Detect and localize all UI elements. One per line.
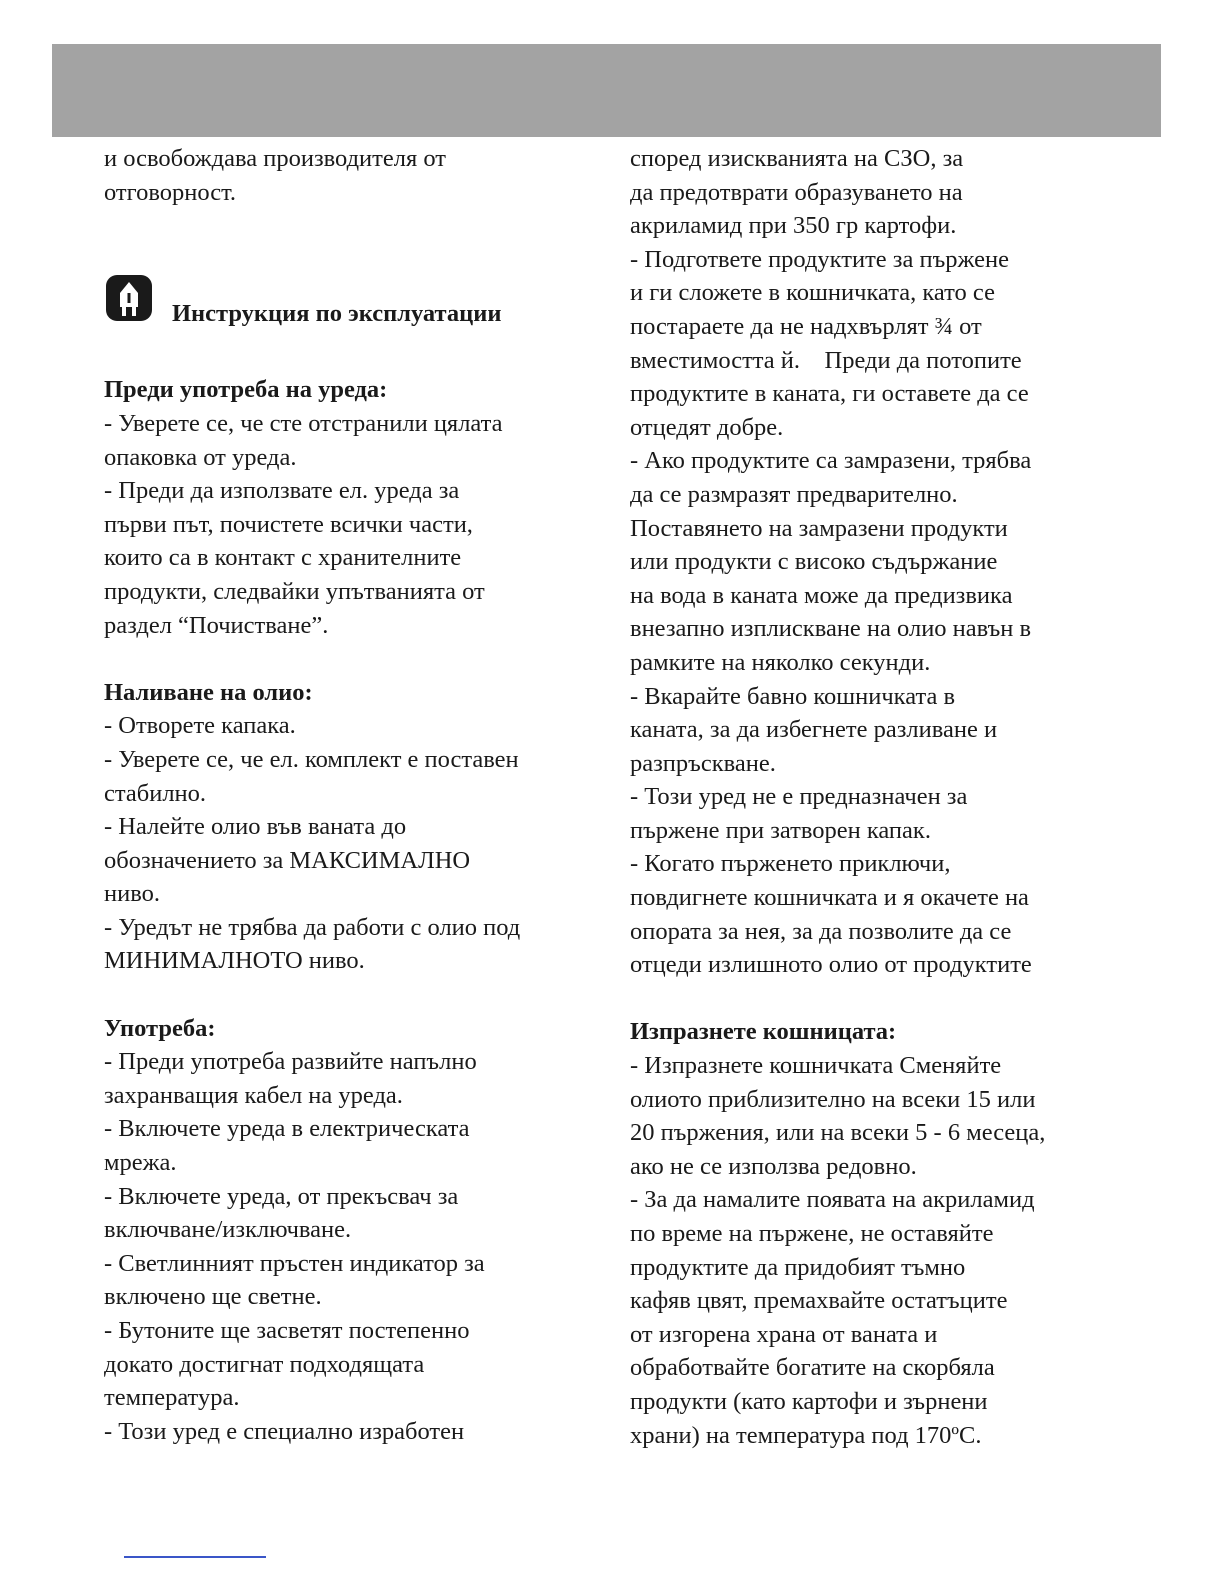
text-line: храни) на температура под 170ºC.: [630, 1421, 982, 1449]
text-line: - Преди употреба развийте напълно: [104, 1048, 477, 1076]
text-line: обозначението за МАКСИМАЛНО: [104, 846, 471, 874]
text-line: олиото приблизително на всеки 15 или: [630, 1085, 1036, 1113]
text-line: внезапно изплискване на олио навън в: [630, 615, 1032, 643]
text-line: и ги сложете в кошничката, като се: [630, 279, 995, 307]
text-line: каната, за да избегнете разливане и: [630, 716, 998, 744]
section-heading: Преди употреба на уреда:: [104, 376, 388, 404]
text-line: вместимостта й. Преди да потопите: [630, 346, 1022, 374]
text-line: отцедят добре.: [630, 413, 784, 441]
section-heading: Наливане на олио:: [104, 678, 313, 706]
section-title: Инструкция по эксплуатации: [172, 299, 502, 327]
section-header: [104, 273, 594, 340]
text-line: - Включете уреда в електрическата: [104, 1115, 470, 1143]
text-line: първи път, почистете всички части,: [104, 510, 473, 538]
text-line: на вода в каната може да предизвика: [630, 581, 1013, 609]
section-heading: Употреба:: [104, 1014, 216, 1042]
left-column: [104, 142, 594, 1448]
text-line: акриламид при 350 гр картофи.: [630, 212, 957, 240]
text-line: повдигнете кошничката и я окачете на: [630, 884, 1029, 912]
text-line: мрежа.: [104, 1149, 177, 1177]
text-line: - Уверете се, че ел. комплект е поставен: [104, 745, 519, 773]
section-heading: Изпразнете кошницата:: [630, 1018, 897, 1046]
text-line: - Уверете се, че сте отстранили цялата: [104, 409, 503, 437]
text-line: захранващия кабел на уреда.: [104, 1081, 403, 1109]
text-line: - Налейте олио във ваната до: [104, 813, 407, 841]
text-line: - Бутоните ще засветят постепенно: [104, 1317, 470, 1344]
text-line: - Този уред е специално изработен: [104, 1417, 465, 1445]
text-line: според изискванията на СЗО, за: [630, 145, 964, 172]
text-line: рамките на няколко секунди.: [630, 648, 931, 676]
text-line: от изгорена храна от ваната и: [630, 1320, 938, 1348]
empty-basket-section: [630, 1015, 1120, 1452]
text-line: да се размразят предварително.: [630, 480, 958, 508]
plug-icon: [104, 273, 154, 323]
text-line: по време на пържене, не оставяйте: [630, 1220, 994, 1247]
text-line: - Този уред не е предназначен за: [630, 783, 968, 811]
intro-paragraph: [104, 142, 594, 209]
text-line: докато достигнат подходящата: [104, 1350, 425, 1378]
text-line: - Уредът не трябва да работи с олио под: [104, 913, 521, 941]
text-line: да предотврати образуването на: [630, 178, 963, 206]
text-line: опората за нея, за да позволите да се: [630, 917, 1012, 945]
text-line: раздел “Почистване”.: [104, 611, 329, 639]
text-line: обработвайте богатите на скорбяла: [630, 1354, 995, 1382]
text-line: стабилно.: [104, 779, 207, 807]
footer-rule: [124, 1556, 266, 1558]
header-band: [52, 44, 1161, 137]
text-line: отговорност.: [104, 178, 237, 206]
text-line: които са в контакт с хранителните: [104, 544, 462, 572]
text-line: МИНИМАЛНОТО ниво.: [104, 947, 365, 975]
text-line: включено ще светне.: [104, 1283, 322, 1311]
text-line: - Преди да използвате ел. уреда за: [104, 477, 460, 505]
before-use-section: [104, 373, 594, 642]
usage-continued: [630, 142, 1120, 982]
text-line: и освобождава производителя от: [104, 145, 446, 172]
text-line: - Изпразнете кошничката Сменяйте: [630, 1052, 1002, 1080]
text-line: - Светлинният пръстен индикатор за: [104, 1249, 485, 1277]
text-line: разпръскване.: [630, 749, 776, 777]
text-line: включване/изключване.: [104, 1216, 352, 1244]
text-line: - Включете уреда, от прекъсвач за: [104, 1182, 459, 1210]
text-line: - Ако продуктите са замразени, трябва: [630, 447, 1032, 475]
text-line: опаковка от уреда.: [104, 443, 297, 471]
text-line: 20 пържения, или на всеки 5 - 6 месеца,: [630, 1119, 1046, 1147]
text-line: постараете да не надхвърлят ¾ от: [630, 312, 982, 340]
text-line: пържене при затворен капак.: [630, 816, 931, 844]
text-line: ако не се използва редовно.: [630, 1152, 917, 1180]
text-line: температура.: [104, 1384, 240, 1412]
text-line: продуктите да придобият тъмно: [630, 1253, 966, 1281]
oil-filling-section: [104, 676, 594, 978]
text-line: - Когато пърженето приключи,: [630, 850, 951, 878]
text-line: - За да намалите появата на акриламид: [630, 1186, 1035, 1214]
right-column: [630, 142, 1120, 1452]
usage-section: [104, 1012, 594, 1449]
text-line: - Вкарайте бавно кошничката в: [630, 682, 956, 710]
text-line: кафяв цвят, премахвайте остатъците: [630, 1287, 1008, 1315]
text-line: продукти, следвайки упътванията от: [104, 577, 485, 605]
text-line: продуктите в каната, ги оставете да се: [630, 380, 1029, 408]
text-line: отцеди излишното олио от продуктите: [630, 951, 1032, 979]
text-line: Поставянето на замразени продукти: [630, 514, 1008, 542]
text-line: или продукти с високо съдържание: [630, 548, 998, 576]
text-line: - Подгответе продуктите за пържене: [630, 245, 1009, 273]
text-line: ниво.: [104, 880, 160, 908]
text-line: - Отворете капака.: [104, 712, 296, 740]
text-line: продукти (като картофи и зърнени: [630, 1387, 988, 1415]
